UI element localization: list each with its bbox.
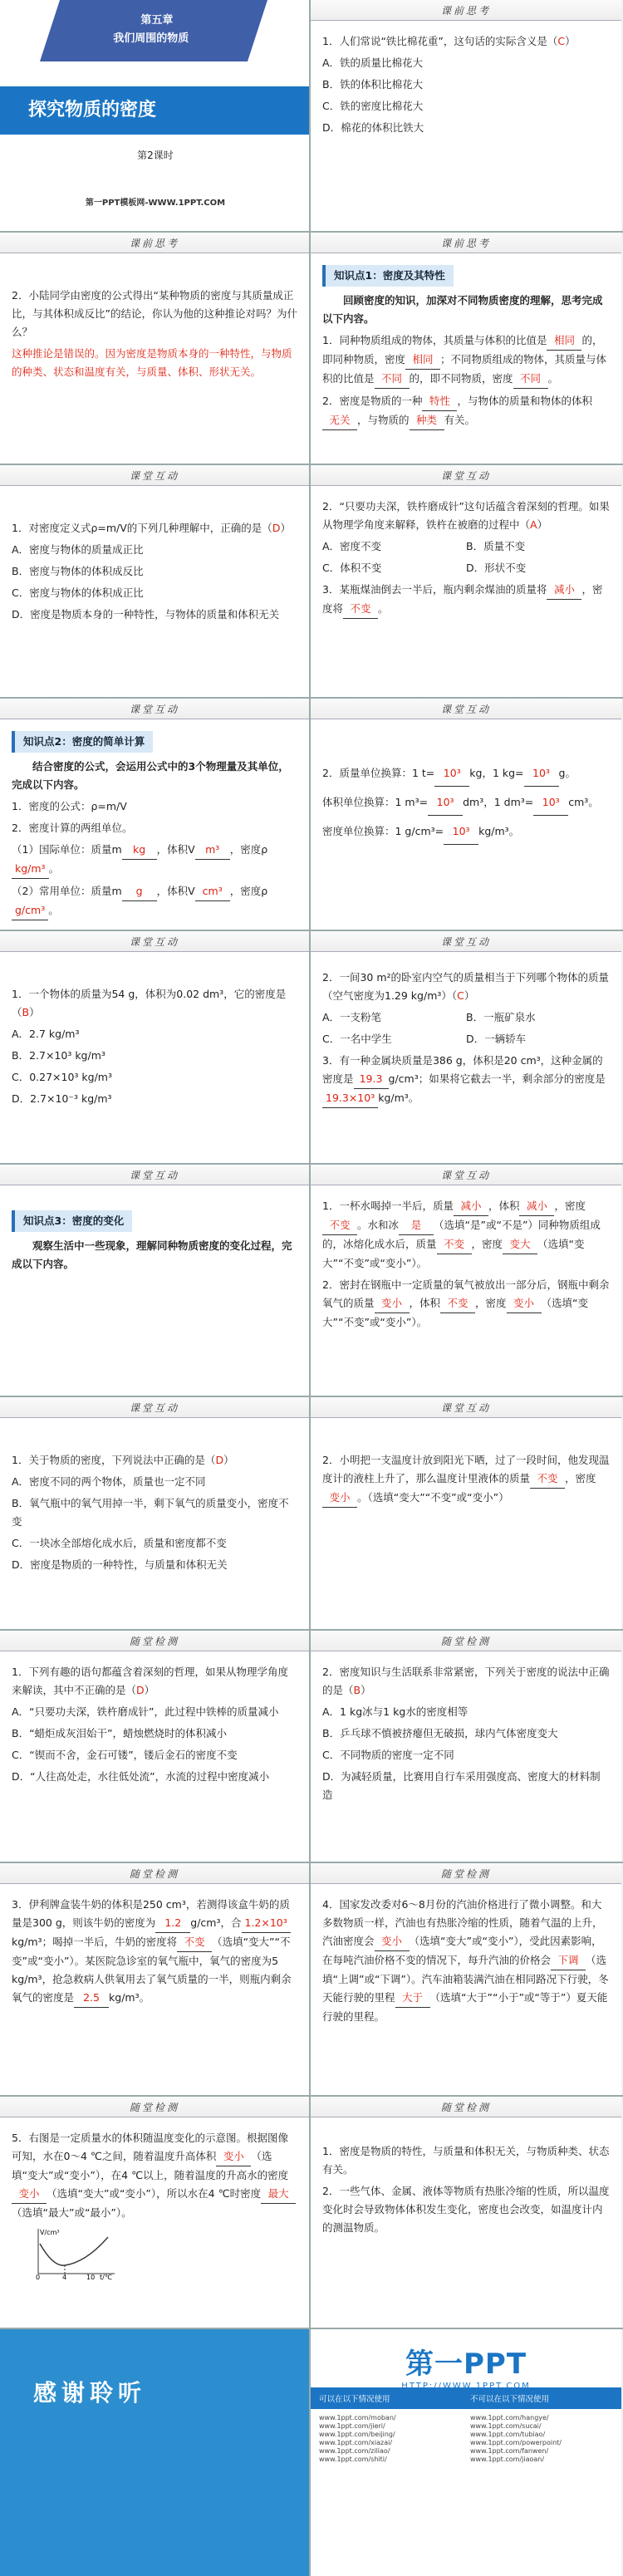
option-b: B．铁的体积比棉花大 (322, 78, 424, 91)
question-end: ） (537, 518, 548, 531)
text: 。 (378, 602, 389, 615)
text: ，密度 (475, 1297, 507, 1309)
option-d: D．密度是物质的一种特性，与质量和体积无关 (12, 1558, 228, 1571)
option-d: D．形状不变 (466, 562, 527, 574)
text: 。水和冰 (357, 1219, 400, 1231)
question-text: 1．对密度定义式ρ=m/V的下列几种理解中，正确的是（ (12, 522, 272, 534)
text: （选填“变大”或“变小”），所以水在4 ℃时密度 (47, 2187, 262, 2200)
answer: C (557, 35, 566, 47)
slide-quiz-4 (311, 1863, 621, 2095)
options-row-2 (322, 1030, 610, 1048)
text: 的，即不同物质，密度 (409, 372, 513, 385)
question-text: 1．人们常说“铁比棉花重”，这句话的实际含义是（ (322, 35, 558, 47)
intro-text: 结合密度的公式，会运用公式中的3个物理量及其单位，完成以下内容。 (12, 760, 289, 791)
question-end: ） (361, 1684, 371, 1696)
usage-allowed: 可以在以下情况使用 (319, 2395, 390, 2404)
question-end: ） (144, 1684, 155, 1696)
blank: 1.2×10³ (242, 1914, 291, 1933)
option-c: C．密度与物体的体积成正比 (12, 586, 144, 599)
question (12, 985, 297, 1022)
slide-header: 随堂检测 (311, 1631, 621, 1651)
blank: 1.2 (155, 1914, 190, 1933)
slide-class-4 (311, 931, 621, 1163)
text: （选填“上调”或“下调”）。汽车油箱装满汽油在相同路况下行驶，冬天能行驶的里程 (322, 1954, 609, 2004)
text: 5．右图是一定质量水的体积随温度变化的示意图。根据图像可知，水在0～4 ℃之间，随着温度升高体积 (12, 2132, 288, 2162)
link-item[interactable]: www.1ppt.com/tubiao/ (470, 2431, 546, 2438)
volume-conversion (322, 790, 610, 816)
question: 2．小陆同学由密度的公式得出“某种物质的密度与其质量成正比，与其体积成反比”的结论，你认为他的这种推论对吗？为什么？ (12, 289, 297, 338)
blank: 变小 (507, 1294, 542, 1313)
blank: 变小 (375, 1294, 410, 1313)
slide-header: 课堂互动 (311, 1397, 621, 1418)
question (12, 1663, 297, 1700)
answer: C (457, 989, 464, 1002)
question-text: 2．密度知识与生活联系非常紧密，下列关于密度的说法中正确的是（ (322, 1666, 610, 1696)
question (322, 1896, 610, 2026)
slide-pre-think-2 (0, 233, 311, 464)
blank: 大于 (395, 1989, 430, 2008)
row-4 (0, 699, 623, 931)
text: 2．密度是物质的一种 (322, 395, 423, 407)
blank: 是 (399, 1216, 434, 1235)
blank: 不变 (343, 600, 378, 619)
slide-pre-think-1 (311, 0, 621, 231)
option-d: D．棉花的体积比铁大 (322, 121, 424, 134)
text: ，与物体的质量和物体的体积 (457, 395, 592, 407)
text: （2）常用单位：质量m (12, 885, 122, 897)
row-11 (0, 2329, 623, 2576)
blank: g (122, 882, 157, 901)
option-d: D．2.7×10⁻³ kg/m³ (12, 1092, 112, 1105)
slide-class-2 (311, 465, 621, 697)
slide-class-1 (0, 465, 311, 697)
intro-text: 观察生活中一些现象，理解同种物质密度的变化过程，完成以下内容。 (12, 1239, 292, 1270)
question-text: 1．下列有趣的语句都蕴含着深刻的哲理，如果从物理学角度来解读，其中不正确的是（ (12, 1666, 288, 1696)
slide-quiz-summary (311, 2097, 621, 2328)
row-8 (0, 1631, 623, 1863)
text: 3．伊利牌盒装牛奶的体积是250 cm³，若测得该盒牛奶的质量是300 g，则该牛奶的密度为 (12, 1898, 290, 1929)
lesson-label: 第2课时 (137, 150, 174, 161)
option-a: A．1 kg冰与1 kg水的密度相等 (322, 1705, 468, 1718)
link-item[interactable]: www.1ppt.com/xiazai/ (319, 2439, 393, 2446)
text: 4．国家发改委对6～8月份的汽油价格进行了微小调整。和大多数物质一样，汽油也有热胀冷缩的性质，随着气温的上升，汽油密度会 (322, 1898, 603, 1947)
blank: 减小 (547, 581, 581, 600)
text: g/cm³，合 (190, 1916, 242, 1929)
chapter-banner (40, 0, 267, 61)
link-item[interactable]: www.1ppt.com/powerpoint/ (470, 2439, 562, 2446)
options-row-1 (322, 1008, 610, 1027)
blank: 变大 (503, 1235, 537, 1254)
blank: 不变 (437, 1235, 472, 1254)
text: ，体积V (156, 885, 195, 897)
blank: kg (122, 841, 157, 860)
site-logo: 第一PPT (405, 2348, 527, 2381)
question-end: ） (280, 522, 291, 534)
question-end: ） (223, 1454, 234, 1466)
text: ，密度 (471, 1238, 503, 1250)
blank: 10³ (444, 819, 478, 845)
row-1 (0, 0, 623, 233)
row-10 (0, 2097, 623, 2329)
text: ，与物质的 (357, 414, 410, 426)
option-b: B．乒乓球不慎被挤瘪但无破损，球内气体密度变大 (322, 1727, 558, 1739)
slide-quiz-3 (0, 1863, 311, 2095)
summary-2: 2．一些气体、金属、液体等物质有热胀冷缩的性质，所以温度变化时会导致物体体积发生变化，密度也会改变，如温度计内的测温物质。 (322, 2185, 610, 2234)
link-item[interactable]: www.1ppt.com/shiti/ (319, 2456, 387, 2463)
text: （选填“变大”“不变”或“变小”）。某医院急诊室的氧气瓶中，氧气的密度为5 kg/m³，抢急救病人供氧用去了氧气质量的一半，则瓶内剩余氧气的密度是 (12, 1936, 292, 2004)
item-1: 1．同种物质组成的物体，其质量与体积的比值是 相同 的，即同种物质，密度 相同 ；不同物质组成的物体，其质量与体积的比值是 不同 的，即不同物质，密度 不同 。 (322, 331, 610, 389)
blank: 无关 (322, 411, 357, 430)
question-text: 2．“只要功夫深，铁杵磨成针”这句话蕴含着深刻的哲理。如果从物理学角度来解释，铁杵在被磨的过程中（ (322, 500, 610, 531)
slide-header: 课堂互动 (0, 931, 309, 952)
answer: D (136, 1684, 145, 1696)
slide-header: 课前思考 (311, 233, 621, 253)
blank: 不变 (322, 1216, 357, 1235)
text: （选填“最大”或“最小”）。 (12, 2206, 132, 2219)
blank: 不同 (513, 370, 548, 389)
blank: g/cm³ (12, 901, 48, 920)
blank: 变小 (375, 1932, 410, 1951)
text: cm³。 (568, 796, 599, 808)
logo-area (311, 2329, 621, 2391)
row-9 (0, 1863, 623, 2097)
blank: 19.3×10³ (322, 1089, 378, 1108)
question (322, 498, 610, 534)
summary-1: 1．密度是物质的特性，与质量和体积无关，与物质种类、状态有关。 (322, 2145, 610, 2176)
slide-class-6 (0, 1397, 311, 1629)
question (322, 1451, 610, 1508)
text: （选填“是”或“不是”）同种物质组成的，冰熔化成水后，质量 (322, 1219, 601, 1250)
slide-header: 随堂检测 (0, 1863, 309, 1884)
question-end: ） (565, 35, 576, 47)
slide-header: 随堂检测 (311, 2097, 621, 2117)
blank: 变小 (322, 1489, 357, 1508)
link-item[interactable]: www.1ppt.com/hangye/ (470, 2414, 549, 2421)
slide-header: 课堂互动 (311, 1165, 621, 1185)
usage-forbidden: 不可以在以下情况使用 (470, 2395, 550, 2404)
question (12, 1451, 297, 1470)
question (322, 32, 610, 51)
link-item[interactable]: www.1ppt.com/ziliao/ (319, 2447, 390, 2455)
question-end: ） (464, 989, 475, 1002)
slide-header: 课前思考 (311, 0, 621, 21)
option-a: A．“只要功夫深，铁杵磨成针”，此过程中铁棒的质量减小 (12, 1705, 279, 1718)
blank: 相同 (547, 331, 581, 351)
tick-10: 10 (86, 2274, 96, 2280)
option-d: D．密度是物质本身的一种特性，与物体的质量和体积无关 (12, 608, 280, 621)
text: （1）国际单位：质量m (12, 843, 122, 856)
text: 密度单位换算：1 g/cm³= (322, 825, 444, 837)
blank: 2.5 (74, 1989, 109, 2008)
slide-class-3 (0, 931, 311, 1163)
slide-header: 课堂互动 (0, 465, 309, 486)
volume-temperature-graph (28, 2225, 120, 2280)
option-c: C．0.27×10³ kg/m³ (12, 1071, 112, 1083)
question (322, 1663, 610, 1700)
answer-text: 这种推论是错误的。因为密度是物质本身的一种特性，与物质的种类、状态和温度有关，与质量、体积、形状无关。 (12, 347, 292, 378)
blank: 不变 (440, 1294, 475, 1313)
text: ，体积 (488, 1200, 520, 1212)
question (12, 1896, 297, 2008)
slide-knowledge-1 (311, 233, 621, 464)
option-a: A．铁的质量比棉花大 (322, 56, 424, 69)
credits-slide (311, 2329, 621, 2576)
text: （选填“变大”“不变”或“变小”）。 (322, 1297, 589, 1328)
mass-conversion (322, 761, 610, 787)
slide-header: 课堂互动 (311, 465, 621, 486)
slide-header: 课堂互动 (311, 699, 621, 719)
text: ，密度 (565, 1472, 596, 1484)
blank: 19.3 (354, 1070, 389, 1089)
slide-header: 课堂互动 (0, 1165, 309, 1185)
row-7 (0, 1397, 623, 1631)
answer: D (272, 522, 281, 534)
knowledge-point-label: 知识点3：密度的变化 (12, 1210, 132, 1232)
slide-class-7 (311, 1397, 621, 1629)
units-heading: 2．密度计算的两组单位。 (12, 822, 133, 834)
site-url: HTTP://WWW.1PPT.COM (401, 2382, 531, 2391)
x-label: t/℃ (100, 2274, 112, 2280)
question (12, 2129, 297, 2222)
question-end: ） (29, 1006, 40, 1018)
text: 3．某瓶煤油倒去一半后，瓶内剩余煤油的质量将 (322, 583, 547, 596)
blank: 种类 (410, 411, 444, 430)
blank: 不同 (375, 370, 410, 389)
option-c: C．不同物质的密度一定不同 (322, 1749, 454, 1761)
blank: 特性 (422, 392, 457, 411)
blank: 最大 (261, 2185, 296, 2204)
option-b: B．一瓶矿泉水 (466, 1011, 536, 1023)
link-list (311, 2409, 621, 2468)
common-units: （2）常用单位：质量m g ，体积V cm³ ，密度ρg/cm³ 。 (12, 882, 297, 920)
text: ，密度ρ (229, 843, 268, 856)
option-d: D．一辆轿车 (466, 1033, 527, 1045)
option-c: C．一块冰全部熔化成水后，质量和密度都不变 (12, 1537, 227, 1549)
option-b: B．氧气瓶中的氧气用掉一半，剩下氧气的质量变小，密度不变 (12, 1497, 289, 1528)
text: ，体积V (156, 843, 195, 856)
answer: B (353, 1684, 361, 1696)
blank: 减小 (454, 1197, 488, 1216)
link-item[interactable]: www.1ppt.com/jiaoan/ (470, 2456, 545, 2463)
option-c: C．一名中学生 (322, 1033, 392, 1045)
thanks-text: 感谢聆听 (33, 2379, 147, 2407)
link-item[interactable]: www.1ppt.com/jieri/ (319, 2422, 385, 2430)
text: ，密度将 (322, 583, 603, 615)
blank: cm³ (195, 882, 230, 901)
tick-4: 4 (62, 2274, 67, 2280)
link-item[interactable]: www.1ppt.com/beijing/ (319, 2431, 395, 2438)
text: ；不同物质组成的物体，其质量与体积的比值是 (322, 353, 607, 385)
text: kg/m³。 (378, 1092, 419, 1104)
text: kg/m³；喝掉一半后，牛奶的密度将 (12, 1936, 178, 1948)
option-b: B．“蜡炬成灰泪始干”，蜡烛燃烧时的体积减小 (12, 1727, 228, 1739)
option-a: A．密度不同的两个物体，质量也一定不同 (12, 1475, 206, 1488)
slide-knowledge-2 (0, 699, 311, 930)
option-c: C．铁的密度比棉花大 (322, 100, 424, 112)
option-b: B．2.7×10³ kg/m³ (12, 1049, 105, 1062)
answer: B (22, 1006, 30, 1018)
link-item[interactable]: www.1ppt.com/sucai/ (470, 2422, 542, 2430)
question (322, 969, 610, 1005)
intro-text: 回顾密度的知识，加深对不同物质密度的理解，思考完成以下内容。 (322, 294, 603, 325)
si-units: （1）国际单位：质量m kg ，体积V m³ ，密度ρkg/m³ 。 (12, 841, 297, 879)
item-2 (322, 1276, 610, 1332)
slide-header: 随堂检测 (0, 2097, 309, 2117)
text: 。（选填“变大”“不变”或“变小”） (357, 1491, 509, 1504)
blank: 不变 (177, 1933, 212, 1952)
text: （选填“变大”或“变小”），受此因素影响，在每吨汽油价格不变的情况下，每升汽油的价格会 (322, 1935, 602, 1966)
slide-header: 课堂互动 (0, 699, 309, 719)
row-3 (0, 465, 623, 699)
text: ，体积 (409, 1297, 441, 1309)
option-b: B．密度与物体的体积成反比 (12, 565, 144, 577)
text: kg/m³。 (478, 825, 520, 837)
options-row-1 (322, 537, 610, 556)
y-label: V/cm³ (40, 2229, 60, 2236)
blank: 10³ (428, 790, 463, 816)
link-item[interactable]: www.1ppt.com/fanwen/ (470, 2447, 549, 2455)
question-3 (322, 1052, 610, 1108)
knowledge-point-label: 知识点2：密度的简单计算 (12, 731, 153, 753)
question (12, 519, 297, 537)
slide-class-5 (311, 1165, 621, 1396)
density-conversion (322, 819, 610, 845)
formula-line: 1．密度的公式：ρ=m/V (12, 800, 127, 812)
link-item[interactable]: www.1ppt.com/moban/ (319, 2414, 396, 2421)
option-a: A．密度与物体的质量成正比 (12, 543, 144, 556)
slide-quiz-2 (311, 1631, 621, 1862)
text: 1．同种物质组成的物体，其质量与体积的比值是 (322, 334, 547, 346)
slide-quiz-5 (0, 2097, 311, 2328)
chapter-number: 第五章 (140, 14, 174, 27)
option-a: A．2.7 kg/m³ (12, 1028, 80, 1040)
question-text: 1．一个物体的质量为54 g，体积为0.02 dm³，它的密度是（ (12, 988, 287, 1018)
text: （选填“大于”“小于”或“等于”）夏天能行驶的里程。 (322, 1991, 608, 2023)
blank: m³ (195, 841, 230, 860)
chapter-title: 我们周围的物质 (113, 32, 189, 45)
option-c: C．“锲而不舍，金石可镂”，镂后金石的密度不变 (12, 1749, 238, 1761)
question-text: 1．关于物质的密度，下列说法中正确的是（ (12, 1454, 216, 1466)
text: 2．质量单位换算：1 t= (322, 767, 435, 779)
slide-header: 随堂检测 (311, 1863, 621, 1884)
text: kg/m³。 (109, 1991, 150, 2004)
row-5 (0, 931, 623, 1165)
option-d: D．为减轻质量，比赛用自行车采用强度高、密度大的材料制造 (322, 1770, 601, 1801)
slide-header: 随堂检测 (0, 1631, 309, 1651)
text: （选填“变大”“不变”或“变小”）。 (322, 1238, 585, 1269)
question-text: 2．一间30 m²的卧室内空气的质量相当于下列哪个物体的质量（空气密度为1.29 kg/m³）（ (322, 971, 610, 1002)
item-1 (322, 1197, 610, 1273)
answer: D (215, 1454, 224, 1466)
slide-knowledge-3 (0, 1165, 311, 1396)
blank: 变小 (216, 2147, 251, 2166)
text: 2．小明把一支温度计放到阳光下晒，过了一段时间，他发现温度计的液柱上升了，那么温度计里液体的质量 (322, 1454, 610, 1484)
row-6 (0, 1165, 623, 1397)
blank: kg/m³ (12, 860, 49, 879)
blank: 10³ (533, 790, 568, 816)
option-d: D．“人往高处走，水往低处流”，水流的过程中密度减小 (12, 1770, 270, 1783)
source-label: 第一PPT模板网-WWW.1PPT.COM (85, 199, 226, 208)
blank: 10³ (524, 761, 559, 787)
slide-header: 课堂互动 (311, 931, 621, 952)
text: ，密度 (554, 1200, 586, 1212)
slide-header: 课堂互动 (0, 1397, 309, 1418)
text: ，密度ρ (229, 885, 268, 897)
text: g。 (558, 767, 576, 779)
slide-unit-conversion (311, 699, 621, 930)
tick-0: 0 (36, 2274, 41, 2280)
slide-quiz-1 (0, 1631, 311, 1862)
blank: 不变 (530, 1470, 565, 1489)
text: 3．有一种金属块质量是386 g，体积是20 cm³，这种金属的密度是 (322, 1054, 603, 1085)
answer: A (530, 518, 537, 531)
blank: 下调 (551, 1951, 586, 1970)
blank: 10³ (434, 761, 469, 787)
text: 有关。 (444, 414, 476, 426)
text: （选填“变大”或“变小”），在4 ℃以上，随着温度的升高水的密度 (12, 2150, 289, 2181)
blank: 减小 (519, 1197, 554, 1216)
text: 2．密封在钢瓶中一定质量的氧气被放出一部分后，钢瓶中剩余氧气的质量 (322, 1278, 610, 1309)
text: 1．一杯水喝掉一半后，质量 (322, 1200, 454, 1212)
option-a: A．一支粉笔 (322, 1011, 382, 1023)
row-2 (0, 233, 623, 465)
text: 的，即同种物质，密度 (322, 334, 603, 366)
volume-curve (40, 2237, 108, 2265)
option-b: B．质量不变 (466, 540, 526, 552)
text: 体积单位换算：1 m³= (322, 796, 429, 808)
text: g/cm³；如果将它截去一半，剩余部分的密度是 (388, 1072, 606, 1085)
knowledge-point-label: 知识点1：密度及其特性 (322, 265, 454, 287)
blank: 变小 (12, 2185, 47, 2204)
options-row-2 (322, 559, 610, 577)
blank: 相同 (405, 351, 440, 370)
slide-header: 课前思考 (0, 233, 309, 253)
option-c: C．体积不变 (322, 562, 382, 574)
question-3 (322, 581, 610, 619)
main-title: 探究物质的密度 (0, 86, 311, 135)
text: kg，1 kg= (469, 767, 524, 779)
cover-slide (0, 0, 311, 231)
item-2 (322, 392, 610, 430)
option-a: A．密度不变 (322, 540, 382, 552)
thanks-slide (0, 2329, 311, 2576)
text: dm³，1 dm³= (463, 796, 534, 808)
